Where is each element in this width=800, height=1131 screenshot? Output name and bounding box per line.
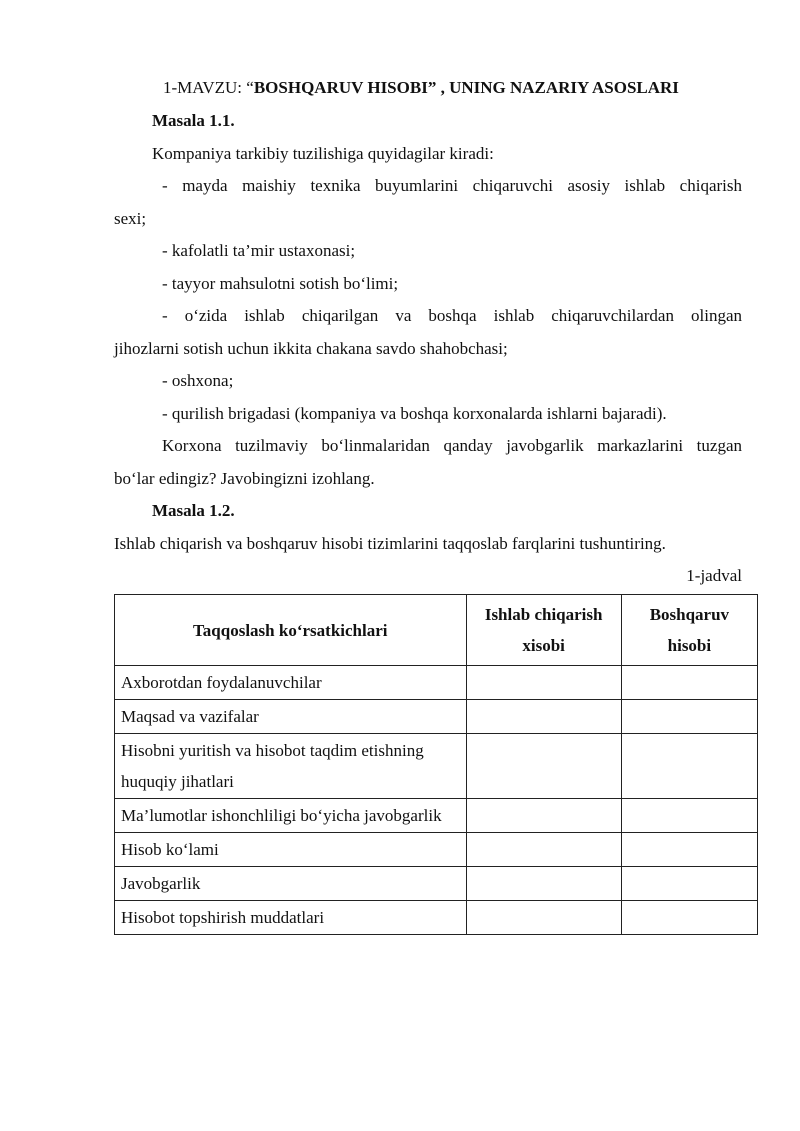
- cell-production: [466, 833, 621, 867]
- cell-management: [621, 666, 757, 700]
- task1-question-line2: bo‘lar edingiz? Javobingizni izohlang.: [114, 469, 375, 488]
- header-indicators: Taqqoslash ko‘rsatkichlari: [115, 595, 467, 666]
- task1-intro: Kompaniya tarkibiy tuzilishiga quyidagilar kiradi:: [152, 144, 494, 163]
- cell-management: [621, 799, 757, 833]
- table-row: [115, 799, 758, 833]
- topic-heading: [163, 77, 679, 99]
- cell-production: [466, 901, 621, 935]
- table-row: [115, 734, 758, 799]
- cell-management: [621, 901, 757, 935]
- table-header-row: [115, 595, 758, 666]
- cell-management: [621, 734, 757, 799]
- row-label: Hisobni yuritish va hisobot taqdim etishning huquqiy jihatlari: [115, 734, 467, 799]
- row-label: Javobgarlik: [115, 867, 467, 901]
- task1-question-line1: Korxona tuzilmaviy bo‘linmalaridan qanday javobgarlik markazlarini tuzgan: [162, 436, 742, 455]
- row-label: Maqsad va vazifalar: [115, 700, 467, 734]
- table-row: [115, 867, 758, 901]
- table-row: [115, 833, 758, 867]
- cell-management: [621, 700, 757, 734]
- cell-management: [621, 867, 757, 901]
- task1-item1-line1: - mayda maishiy texnika buyumlarini chiqaruvchi asosiy ishlab chiqarish: [162, 176, 742, 195]
- task1-item3: - tayyor mahsulotni sotish bo‘limi;: [162, 274, 399, 293]
- cell-production: [466, 799, 621, 833]
- task2-text: Ishlab chiqarish va boshqaruv hisobi tizimlarini taqqoslab farqlarini tushuntiring.: [114, 534, 666, 553]
- cell-production: [466, 700, 621, 734]
- task1-item1-line2: sexi;: [114, 209, 147, 228]
- table-row: [115, 901, 758, 935]
- cell-management: [621, 833, 757, 867]
- comparison-table: [114, 594, 758, 935]
- task1-title: Masala 1.1.: [152, 111, 235, 130]
- topic-heading-prefix: 1-MAVZU: “: [163, 78, 254, 97]
- topic-heading-title: BOSHQARUV HISOBI” , UNING NAZARIY ASOSLARI: [253, 78, 679, 97]
- task1-item2: - kafolatli ta’mir ustaxonasi;: [162, 241, 356, 260]
- header-management-accounting: Boshqaruv hisobi: [621, 595, 757, 666]
- table-row: [115, 666, 758, 700]
- task1-item4-line1: - o‘zida ishlab chiqarilgan va boshqa ishlab chiqaruvchilardan olingan: [162, 306, 742, 325]
- cell-production: [466, 867, 621, 901]
- header-production-accounting: Ishlab chiqarish xisobi: [466, 595, 621, 666]
- table-row: [115, 700, 758, 734]
- row-label: Hisob ko‘lami: [115, 833, 467, 867]
- task1-item4-line2: jihozlarni sotish uchun ikkita chakana savdo shahobchasi;: [114, 339, 508, 358]
- cell-production: [466, 734, 621, 799]
- table-caption: 1-jadval: [686, 566, 742, 585]
- row-label: Axborotdan foydalanuvchilar: [115, 666, 467, 700]
- task2-title: Masala 1.2.: [152, 501, 235, 520]
- row-label: Ma’lumotlar ishonchliligi bo‘yicha javobgarlik: [115, 799, 467, 833]
- row-label: Hisobot topshirish muddatlari: [115, 901, 467, 935]
- task1-item6: - qurilish brigadasi (kompaniya va boshqa korxonalarda ishlarni bajaradi).: [162, 404, 667, 423]
- task1-item5: - oshxona;: [162, 371, 234, 390]
- cell-production: [466, 666, 621, 700]
